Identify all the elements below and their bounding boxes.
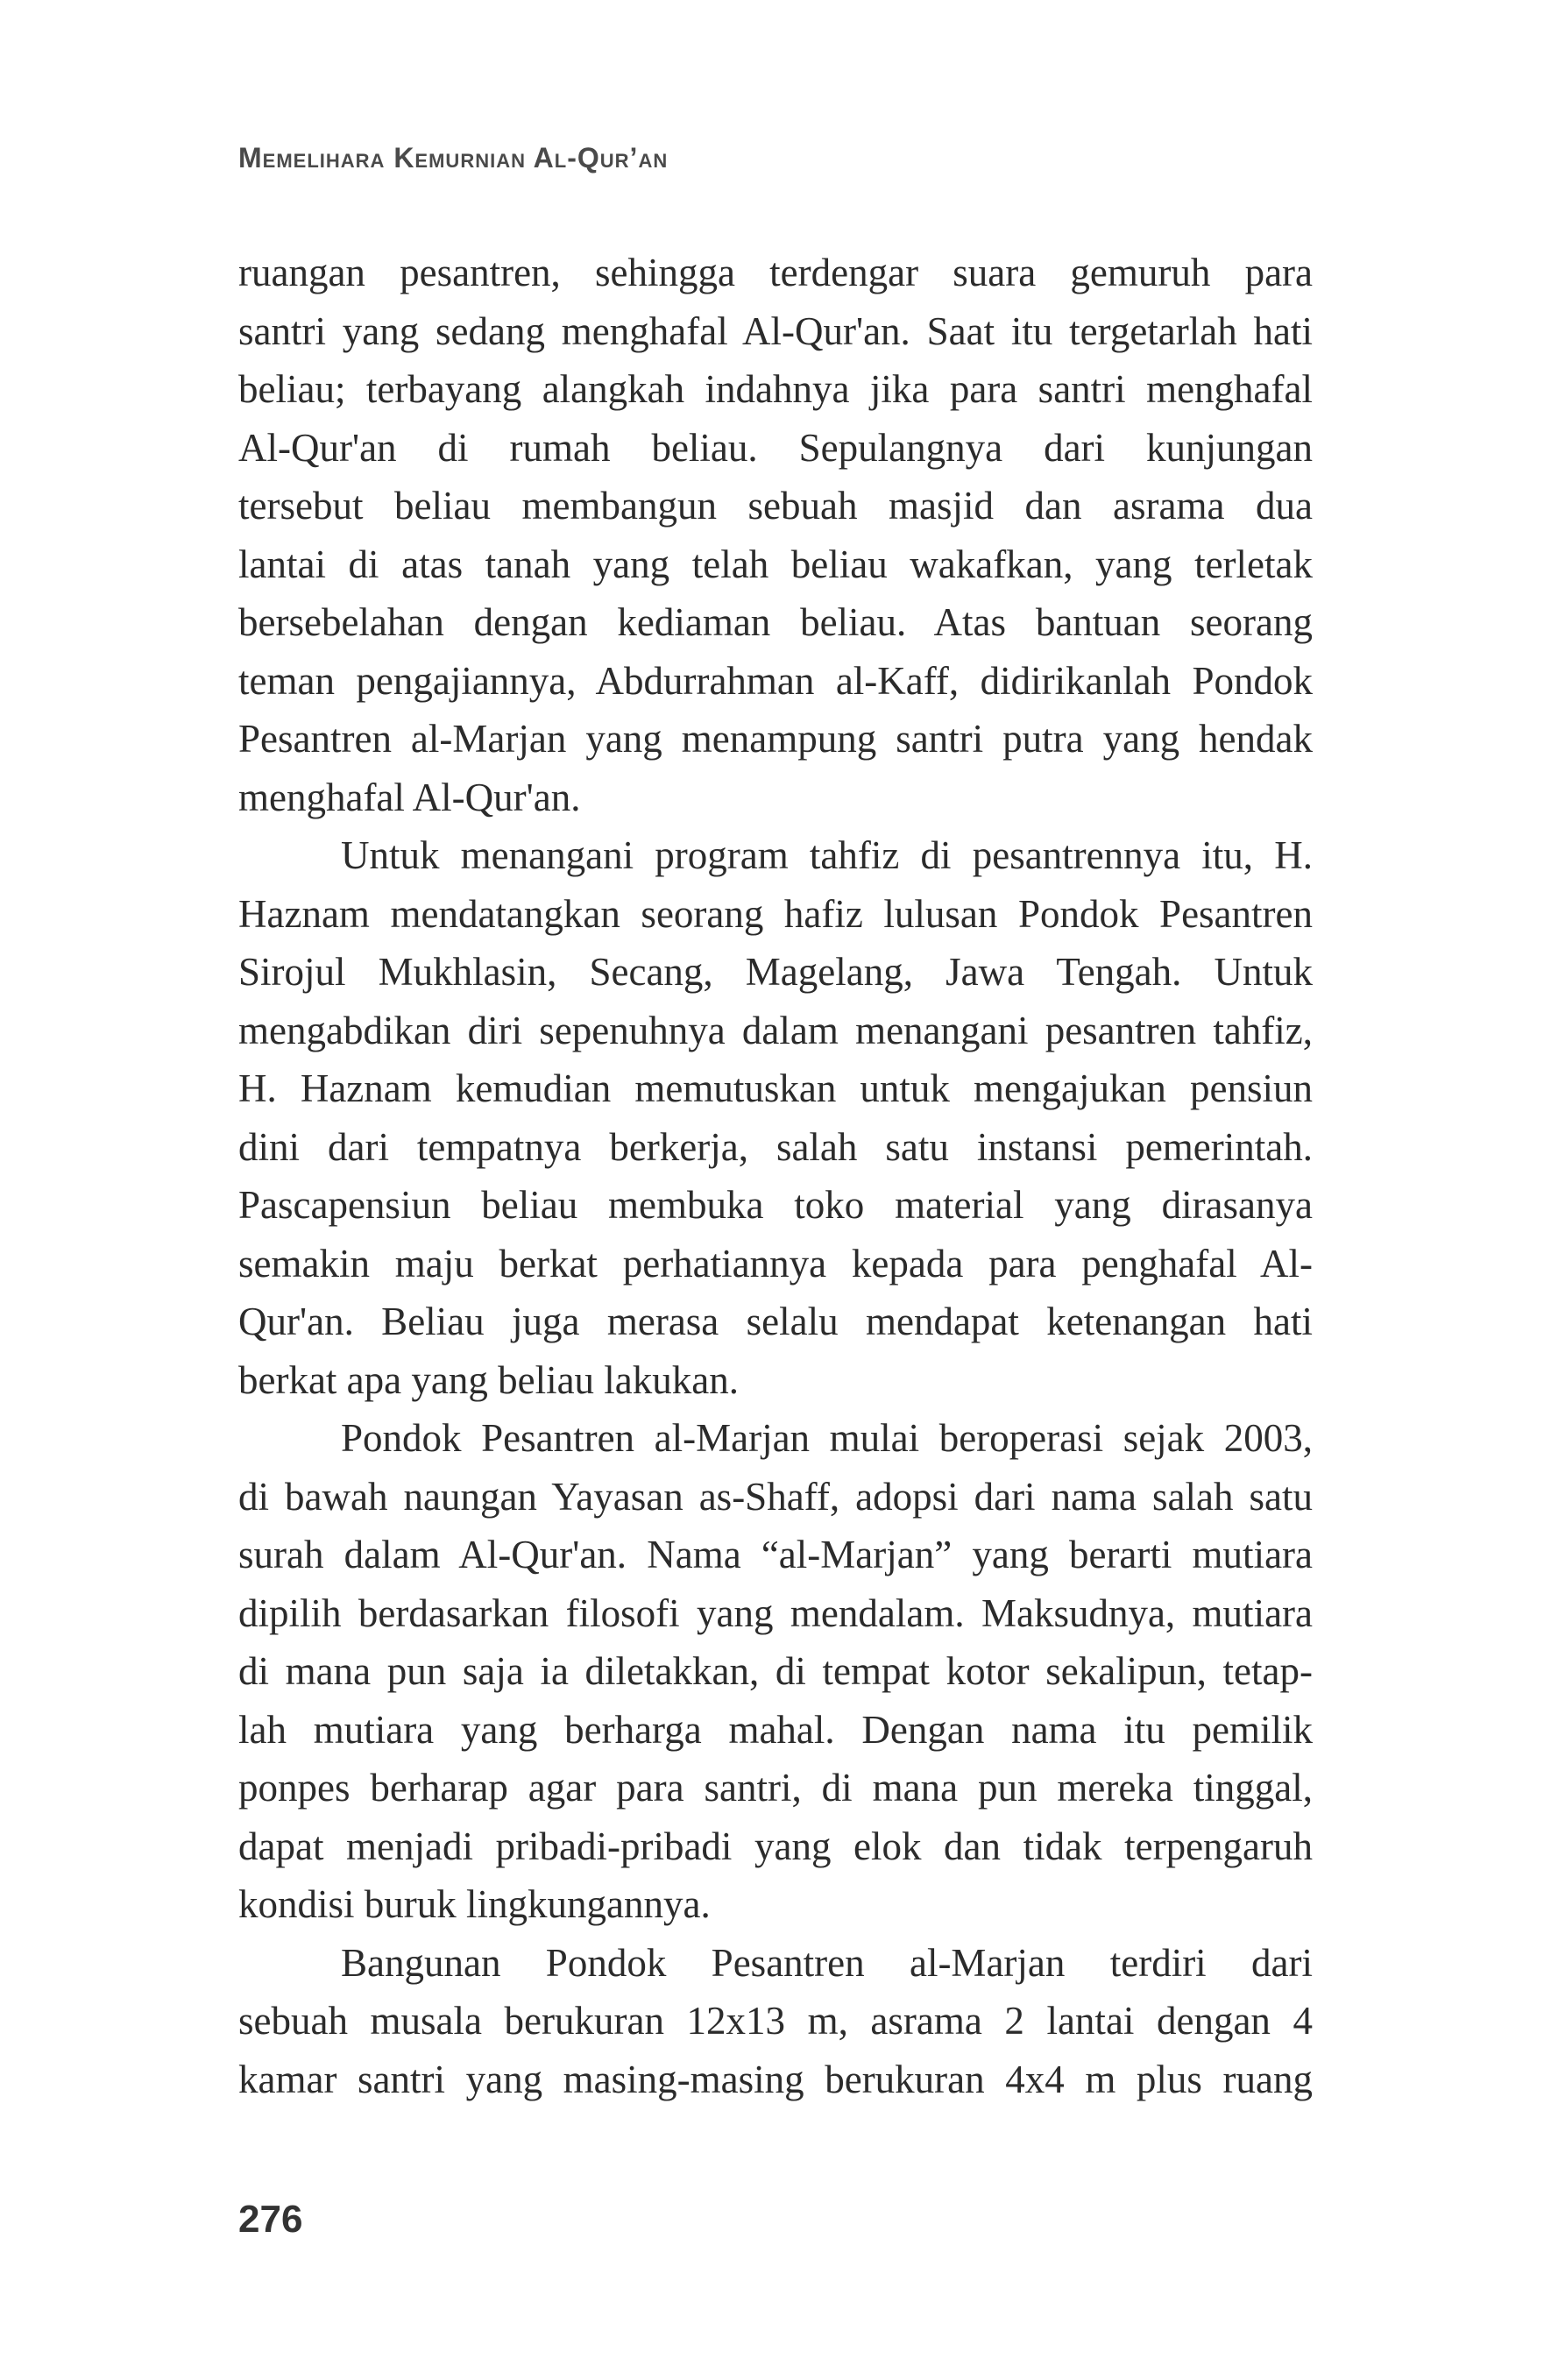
text-line: surah dalam Al-Qur'an. Nama “al-Marjan” yang berarti mutiara bbox=[238, 1533, 1313, 1576]
text-line: teman pengajiannya, Abdurrahman al-Kaff, didirikanlah Pondok bbox=[238, 658, 1313, 703]
text-line: Pondok Pesantren al-Marjan mulai beroperasi sejak 2003, bbox=[341, 1416, 1313, 1460]
paragraph bbox=[238, 1934, 1313, 2109]
text-line: Haznam mendatangkan seorang hafiz lulusan Pondok Pesantren bbox=[238, 891, 1313, 936]
text-line: Pascapensiun beliau membuka toko material yang dirasanya bbox=[238, 1183, 1313, 1227]
text-line: ruangan pesantren, sehingga terdengar suara gemuruh para bbox=[238, 251, 1313, 294]
text-line: beliau; terbayang alangkah indahnya jika para santri menghafal bbox=[238, 367, 1313, 411]
running-head: Memelihara Kemurnian Al-Qur’an bbox=[238, 142, 669, 174]
text-line: H. Haznam kemudian memutuskan untuk mengajukan pensiun bbox=[238, 1066, 1313, 1110]
text-line: berkat apa yang beliau lakukan. bbox=[238, 1357, 740, 1402]
text-line: mengabdikan diri sepenuhnya dalam menangani pesantren tahfiz, bbox=[238, 1008, 1313, 1052]
paragraph bbox=[238, 1409, 1313, 1934]
text-line: Al-Qur'an di rumah beliau. Sepulangnya dari kunjungan bbox=[238, 425, 1313, 470]
paragraph bbox=[238, 244, 1313, 826]
text-line: santri yang sedang menghafal Al-Qur'an. Saat itu tergetarlah hati bbox=[238, 308, 1313, 353]
text-line: Bangunan Pondok Pesantren al-Marjan terdiri dari bbox=[341, 1940, 1313, 1985]
text-line: Untuk menangani program tahfiz di pesantrennya itu, H. bbox=[341, 833, 1313, 877]
text-line: lantai di atas tanah yang telah beliau wakafkan, yang terletak bbox=[238, 542, 1313, 586]
text-line: semakin maju berkat perhatiannya kepada para penghafal Al- bbox=[238, 1241, 1313, 1286]
text-line: kondisi buruk lingkungannya. bbox=[238, 1882, 711, 1926]
text-line: lah mutiara yang berharga mahal. Dengan nama itu pemilik bbox=[238, 1707, 1313, 1752]
text-line: bersebelahan dengan kediaman beliau. Atas bantuan seorang bbox=[238, 600, 1313, 644]
text-line: kamar santri yang masing-masing berukuran 4x4 m plus ruang bbox=[238, 2057, 1313, 2101]
text-line: menghafal Al-Qur'an. bbox=[238, 775, 581, 819]
text-line: Sirojul Mukhlasin, Secang, Magelang, Jawa Tengah. Untuk bbox=[238, 950, 1313, 994]
text-line: dapat menjadi pribadi-pribadi yang elok dan tidak terpengaruh bbox=[238, 1824, 1313, 1868]
paragraph bbox=[238, 826, 1313, 1409]
text-line: sebuah musala berukuran 12x13 m, asrama 2 lantai dengan 4 bbox=[238, 1999, 1313, 2043]
text-line: tersebut beliau membangun sebuah masjid dan asrama dua bbox=[238, 484, 1313, 528]
text-line: Qur'an. Beliau juga merasa selalu mendapat ketenangan hati bbox=[238, 1300, 1313, 1343]
text-line: di mana pun saja ia diletakkan, di tempat kotor sekalipun, tetap- bbox=[238, 1649, 1313, 1693]
text-line: Pesantren al-Marjan yang menampung santri putra yang hendak bbox=[238, 717, 1313, 761]
body-text bbox=[238, 244, 1313, 2108]
page-number: 276 bbox=[238, 2198, 303, 2241]
text-line: di bawah naungan Yayasan as-Shaff, adopsi dari nama salah satu bbox=[238, 1474, 1313, 1519]
text-line: ponpes berharap agar para santri, di mana pun mereka tinggal, bbox=[238, 1766, 1313, 1810]
text-line: dini dari tempatnya berkerja, salah satu instansi pemerintah. bbox=[238, 1124, 1313, 1169]
text-line: dipilih berdasarkan filosofi yang mendalam. Maksudnya, mutiara bbox=[238, 1590, 1313, 1635]
